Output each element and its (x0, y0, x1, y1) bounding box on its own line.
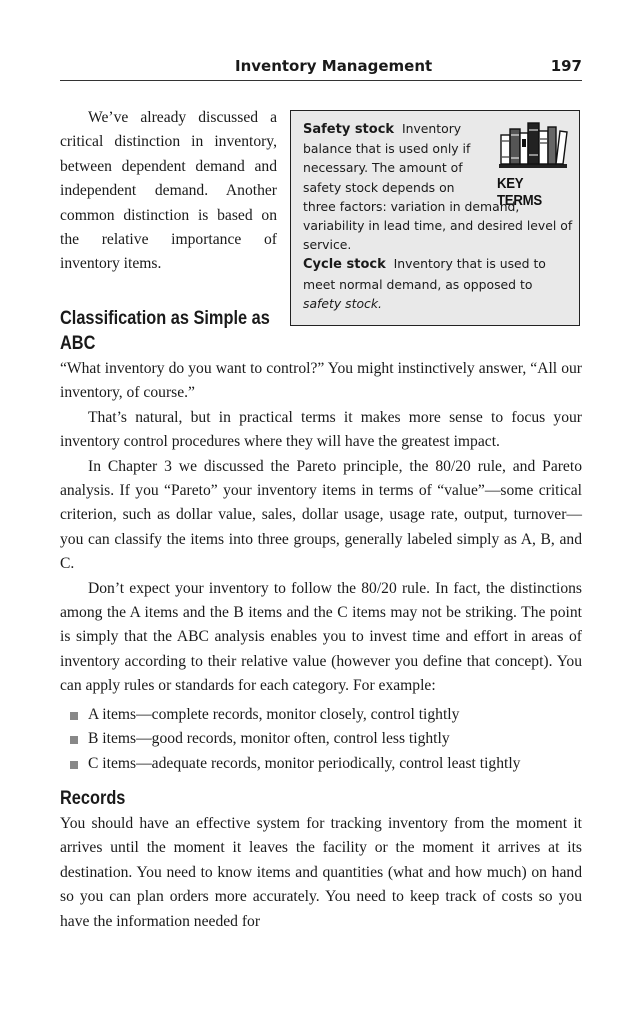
cycle-stock-reference: safety stock. (303, 295, 382, 311)
list-item (60, 703, 582, 727)
bullet-c-items: C items—adequate records, monitor periodically, control least tightly (88, 754, 521, 772)
bullet-square-icon (70, 712, 78, 720)
records-paragraph: You should have an effective system for tracking inventory from the moment it arrives until the moment it leaves the facility or the moment it arrives at its destination. You need to know items and quantities (what and how much) on hand so you can plan orders more accurately. You need to keep track of costs so you have the information needed for (60, 814, 582, 930)
bullet-square-icon (70, 736, 78, 744)
main-text (60, 357, 582, 934)
list-item (60, 752, 582, 776)
running-header (60, 56, 582, 81)
abc-paragraph-4: Don’t expect your inventory to follow the 80/20 rule. In fact, the distinctions among the A items and the B items and the C items may not be striking. The point is simply that the ABC analysis enables you to invest time and effort in areas of inventory according to their relative value (however you define that concept). You can apply rules or standards for each category. For example: (60, 579, 582, 695)
running-title: Inventory Management (235, 57, 433, 75)
key-terms-label: KEY TERMS (497, 175, 542, 209)
bullet-a-items: A items—complete records, monitor closely, control tightly (88, 705, 460, 723)
cycle-stock-definition: Inventory that is used to meet normal demand, as opposed to (303, 256, 546, 292)
list-item (60, 727, 582, 751)
abc-bullet-list (60, 703, 582, 776)
bullet-square-icon (70, 761, 78, 769)
cycle-stock-term: Cycle stock (303, 257, 386, 273)
safety-stock-definition: Inventory balance that is used only if necessary. The amount of safety stock depends on (303, 121, 471, 195)
abc-paragraph-2: That’s natural, but in practical terms it makes more sense to focus your inventory control procedures where they will have the greatest impact. (60, 408, 582, 451)
abc-paragraph-3: In Chapter 3 we discussed the Pareto principle, the 80/20 rule, and Pareto analysis. If you “Pareto” your inventory items in terms of “value”—some critical criterion, such as dollar value, sales, dollar usage, usage rate, output, turnover—you can classify the items into three groups, generally labeled simply as A, B, and C. (60, 457, 582, 573)
abc-paragraph-1: “What inventory do you want to control?” You might instinctively answer, “All our inventory, of course.” (60, 360, 582, 402)
page-number: 197 (550, 57, 582, 75)
key-terms-sidebar (290, 110, 580, 326)
safety-stock-entry (303, 119, 483, 197)
intro-column (60, 106, 277, 277)
cycle-stock-entry (303, 254, 573, 313)
bullet-b-items: B items—good records, monitor often, control less tightly (88, 730, 450, 748)
safety-stock-term: Safety stock (303, 122, 395, 137)
intro-paragraph: We’ve already discussed a critical distinction in inventory, between dependent demand and independent demand. Another common distinction is based on the relative importance of inventory items. (60, 109, 277, 273)
section-heading-records: Records (60, 787, 126, 809)
safety-stock-definition-continued: three factors: variation in demand, variability in lead time, and desired level of service. (303, 198, 573, 253)
section-heading-abc: Classification as Simple as ABC (60, 308, 270, 354)
